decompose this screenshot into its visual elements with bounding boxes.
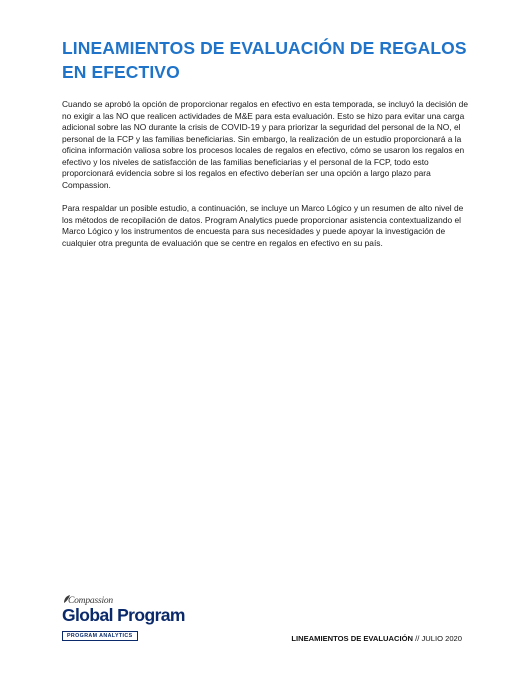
page-title: LINEAMIENTOS DE EVALUACIÓN DE REGALOS EN EFECTIVO — [62, 38, 467, 82]
logo-name: Global Program — [62, 605, 185, 625]
logo-subtitle: PROGRAM ANALYTICS — [62, 631, 138, 641]
global-program-logo — [62, 596, 202, 652]
page-footer — [291, 634, 462, 643]
footer-doc-name: LINEAMIENTOS DE EVALUACIÓN — [291, 634, 414, 643]
logo-brand: Compassion — [68, 596, 113, 606]
paragraph-2: Para respaldar un posible estudio, a continuación, se incluye un Marco Lógico y un resumen de alto nivel de los métodos de recopilación de datos. Program Analytics puede proporcionar asistencia contextualizando el Marco Lógico y los instrumentos de encuesta para sus necesidades y puede apoyar la investigación de cualquier otra pregunta de evaluación que se centre en regalos en efectivo en su país. — [62, 203, 464, 248]
body-text — [62, 99, 471, 261]
paragraph-1: Cuando se aprobó la opción de proporcionar regalos en efectivo en esta temporada, se incluyó la decisión de no exigir a las NO que realicen actividades de M&E para esta evaluación. Esto se hizo para evitar una carga adicional sobre las NO durante la crisis de COVID-19 y para priorizar la seguridad del personal de la NO, el personal de la FCP y las familias beneficiarias. Sin embargo, la realización de un estudio proporcionará a la oficina información valiosa sobre los procesos locales de regalos en efectivo, cómo se usaron los regalos en efectivo y los niveles de satisfacción de las familias beneficiarias y el personal de la FCP, todo esto proporcionará evidencia sobre si los regalos en efectivo deberían ser una opción a largo plazo para Compassion. — [62, 99, 468, 190]
footer-separator: // — [413, 634, 422, 643]
footer-date: JULIO 2020 — [421, 634, 462, 643]
